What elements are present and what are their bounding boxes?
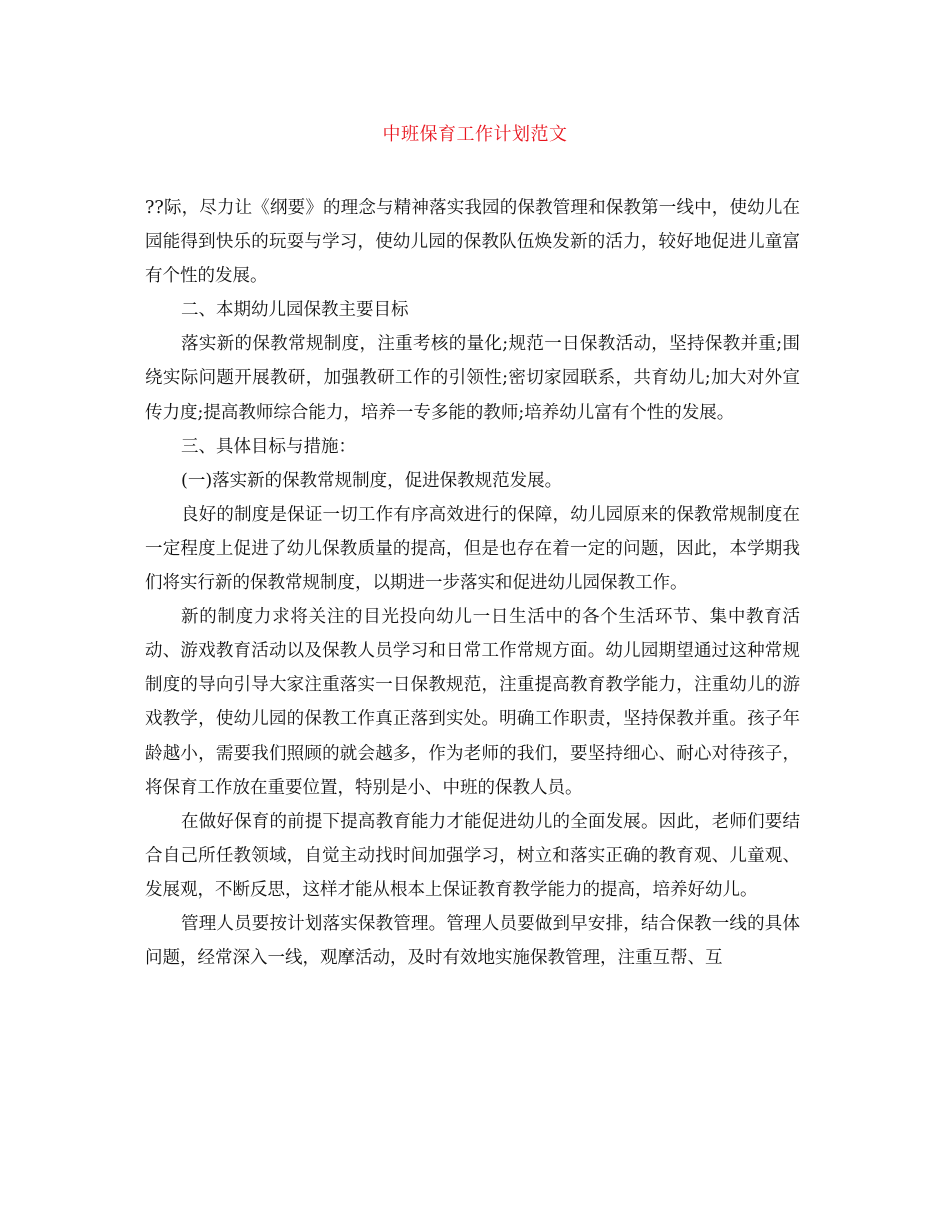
section-heading-measures: 三、具体目标与措施： bbox=[181, 436, 356, 457]
paragraph-education-ability: 在做好保育的前提下提高教育能力才能促进幼儿的全面发展。因此，老师们要结合自己所任教领域，自觉主动找时间加强学习，树立和落实正确的教育观、儿童观、发展观，不断反思，这样才能从根本上保证教育教学能力的提高，培养好幼儿。 bbox=[145, 811, 800, 900]
paragraph-intro-continued: ??际，尽力让《纲要》的理念与精神落实我园的保教管理和保教第一线中，使幼儿在园能得到快乐的玩耍与学习，使幼儿园的保教队伍焕发新的活力，较好地促进儿童富有个性的发展。 bbox=[145, 198, 800, 287]
paragraph-goals: 落实新的保教常规制度，注重考核的量化;规范一日保教活动，坚持保教并重;围绕实际问题开展教研，加强教研工作的引领性;密切家园联系，共育幼儿;加大对外宣传力度;提高教师综合能力，培养一专多能的教师;培养幼儿富有个性的发展。 bbox=[145, 334, 800, 423]
paragraph-management: 管理人员要按计划落实保教管理。管理人员要做到早安排，结合保教一线的具体问题，经常深入一线，观摩活动，及时有效地实施保教管理，注重互帮、互 bbox=[145, 913, 800, 969]
document-body bbox=[145, 191, 800, 975]
section-heading-goals: 二、本期幼儿园保教主要目标 bbox=[181, 300, 409, 321]
subsection-heading-regulations: (一)落实新的保教常规制度，促进保教规范发展。 bbox=[181, 470, 563, 491]
document-title: 中班保育工作计划范文 bbox=[382, 124, 568, 145]
paragraph-new-system: 新的制度力求将关注的目光投向幼儿一日生活中的各个生活环节、集中教育活动、游戏教育活动以及保教人员学习和日常工作常规方面。幼儿园期望通过这种常规制度的导向引导大家注重落实一日保教规范，注重提高教育教学能力，注重幼儿的游戏教学，使幼儿园的保教工作真正落到实处。明确工作职责，坚持保教并重。孩子年龄越小，需要我们照顾的就会越多，作为老师的我们，要坚持细心、耐心对待孩子，将保育工作放在重要位置，特别是小、中班的保教人员。 bbox=[145, 607, 800, 798]
paragraph-regulations: 良好的制度是保证一切工作有序高效进行的保障，幼儿园原来的保教常规制度在一定程度上促进了幼儿保教质量的提高，但是也存在着一定的问题，因此，本学期我们将实行新的保教常规制度，以期进一步落实和促进幼儿园保教工作。 bbox=[145, 504, 800, 594]
